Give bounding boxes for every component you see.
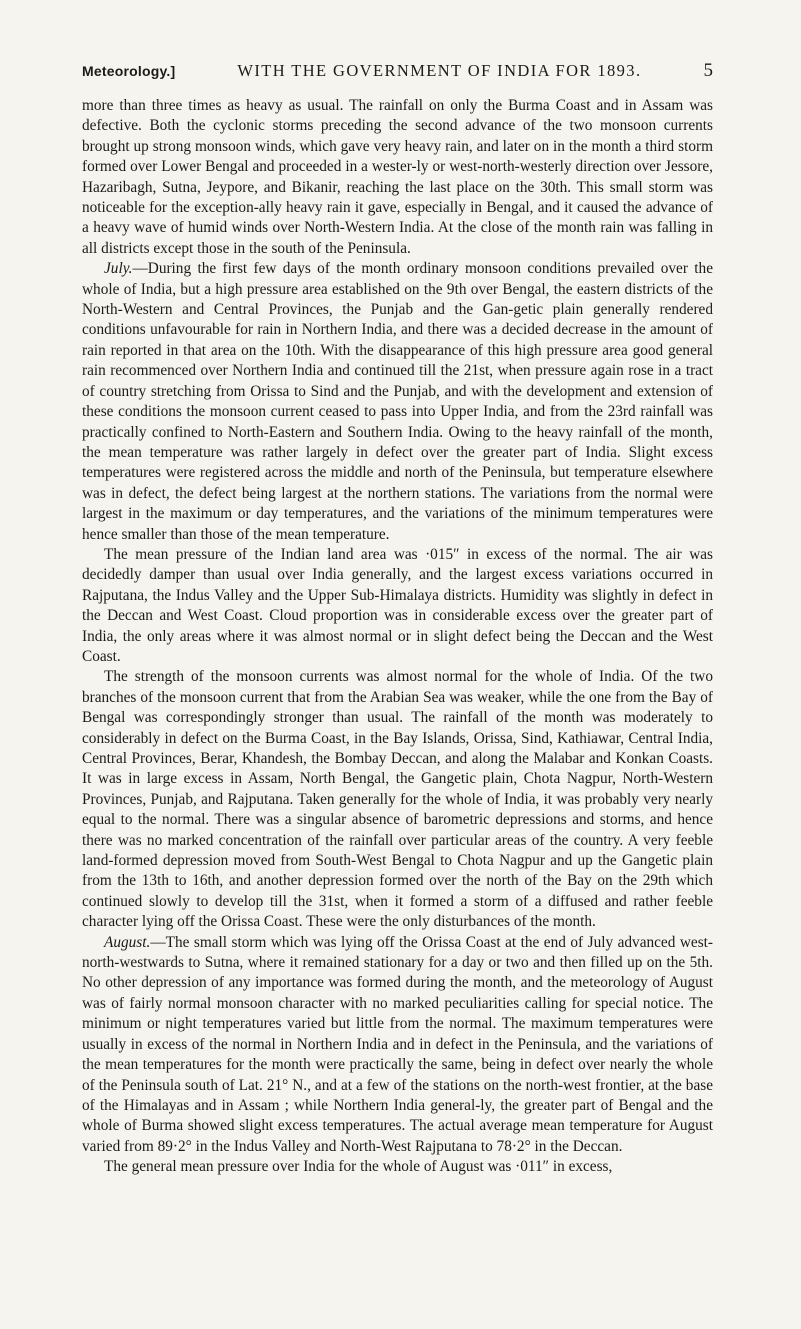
month-heading-july: July. [104, 260, 133, 278]
month-heading-august: August. [104, 933, 151, 951]
paragraph-pressure: The mean pressure of the Indian land area was ·015″ in excess of the normal. The air was decidedly damper than usual over India generally, and the largest excess variations occurred in Rajputana, the Indus Valley and the Upper Sub-Himalaya districts. Humidity was slightly in defect in the Deccan and West Coast. Cloud proportion was in considerable excess over the greater part of India, the only areas where it was almost normal or in slight defect being the Deccan and the West Coast. [82, 545, 713, 665]
paragraph-august-pressure: The general mean pressure over India for the whole of August was ·011″ in excess, [104, 1158, 613, 1176]
paragraph-june-continued: more than three times as heavy as usual. The rainfall on only the Burma Coast and in Assam was defective. Both the cyclonic storms preceding the second advance of the two monsoon currents brought up strong monsoon winds, which gave very heavy rain, and later on in the month a third storm formed over Lower Bengal and proceeded in a wester-ly or west-north-westerly direction over Jessore, Hazaribagh, Sutna, Jeypore, and Bikanir, reaching the last place on the 30th. This small storm was noticeable for the exception-ally heavy rain it gave, especially in Bengal, and it caused the advance of a heavy wave of humid winds over North-Western India. At the close of the month rain was falling in all districts except those in the south of the Peninsula. [82, 97, 713, 257]
body-text [82, 96, 713, 1178]
paragraph-july: July.—During the first few days of the month ordinary monsoon conditions prevailed over the whole of India, but a high pressure area established on the 9th over Bengal, the eastern districts of the North-Western and Central Provinces, the Punjab and the Gan-getic plain generally rendered conditions unfavourable for rain in Northern India, and there was a decided decrease in the amount of rain reported in that area on the 10th. With the disappearance of this high pressure area good general rain recommenced over Northern India and continued till the 21st, when pressure again rose in a tract of country stretching from Orissa to Sind and the Punjab, and with the development and extension of these conditions the monsoon current ceased to pass into Upper India, and from the 23rd rainfall was practically confined to North-Eastern and Southern India. Owing to the heavy rainfall of the month, the mean temperature was rather largely in defect over the greater part of India. Slight excess temperatures were registered across the middle and north of the Peninsula, but temperature elsewhere was in defect, the defect being largest at the northern stations. The variations from the normal were largest in the maximum or day temperatures, and the variations of the minimum temperatures were hence smaller than those of the mean temperature. [82, 260, 713, 543]
running-header [82, 60, 713, 84]
running-title: WITH THE GOVERNMENT OF INDIA FOR 1893. [237, 61, 642, 80]
paragraph-monsoon-strength: The strength of the monsoon currents was almost normal for the whole of India. Of the two branches of the monsoon current that from the Arabian Sea was weaker, while the one from the Bay of Bengal was correspondingly stronger than usual. The rainfall of the month was moderately to considerably in defect on the Burma Coast, in the Bay Islands, Orissa, Sind, Kathiawar, Central India, Central Provinces, Berar, Khandesh, the Bombay Deccan, and along the Malabar and Konkan Coasts. It was in large excess in Assam, North Bengal, the Gangetic plain, Chota Nagpur, North-Western Provinces, Punjab, and Rajputana. Taken generally for the whole of India, it was probably very nearly equal to the normal. There was a singular absence of barometric depressions and storms, and hence there was no marked concentration of the rainfall over particular areas of the country. A very feeble land-formed depression moved from South-West Bengal to Chota Nagpur and up the Gangetic plain from the 13th to 16th, and another depression formed over the north of the Bay on the 29th which continued slowly to develop till the 31st, when it formed a storm of a diffused and rather feeble character lying off the Orissa Coast. These were the only disturbances of the month. [82, 668, 713, 931]
section-label: Meteorology.] [82, 63, 176, 79]
page-number: 5 [703, 60, 713, 81]
paragraph-august: August.—The small storm which was lying off the Orissa Coast at the end of July advanced west-north-westwards to Sutna, where it remained stationary for a day or two and then filled up on the 5th. No other depression of any importance was formed during the month, and the meteorology of August was of fairly normal monsoon character with no marked peculiarities calling for special notice. The minimum or night temperatures varied but little from the normal. The maximum temperatures were usually in excess of the normal in Northern India and in defect in the Peninsula, and the variations of the mean temperatures for the month were practically the same, being in defect over nearly the whole of the Peninsula south of Lat. 21° N., and at a few of the stations on the north-west frontier, at the base of the Himalayas and in Assam ; while Northern India general-ly, the greater part of Bengal and the whole of Burma showed slight excess temperatures. The actual average mean temperature for August varied from 89·2° in the Indus Valley and North-West Rajputana to 78·2° in the Deccan. [82, 933, 713, 1155]
